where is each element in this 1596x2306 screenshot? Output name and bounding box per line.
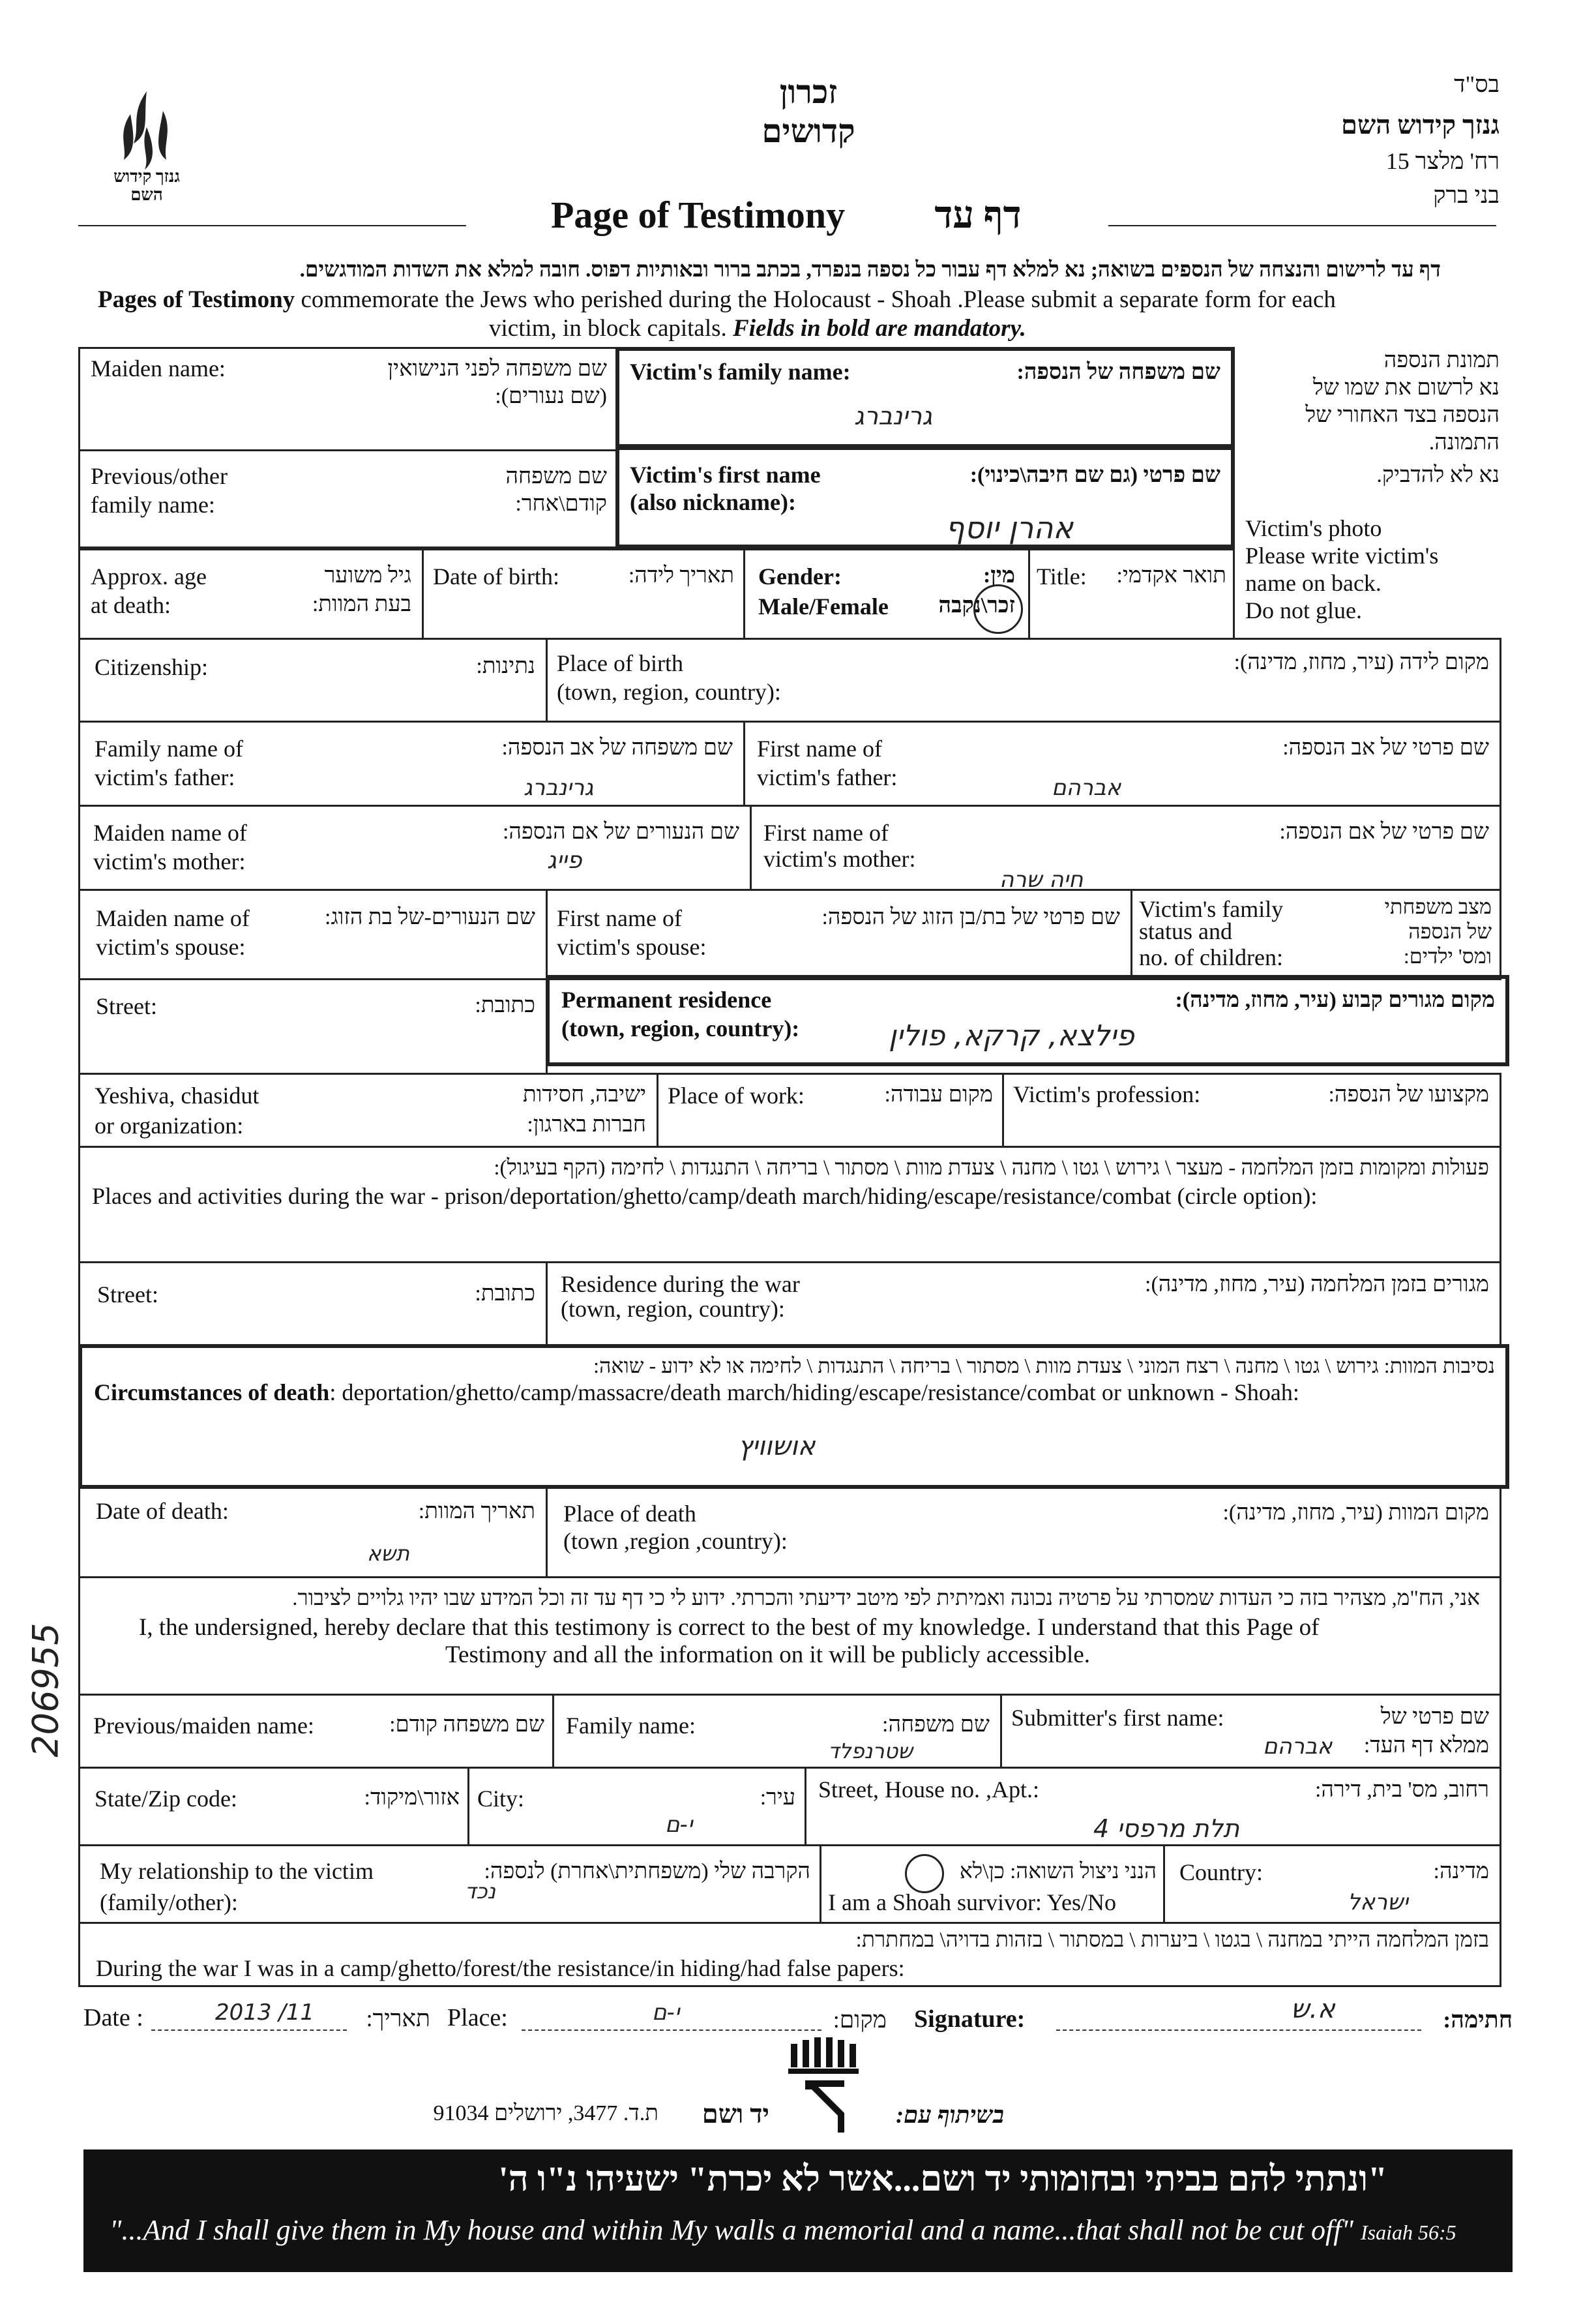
date-value[interactable]: 2013 /11 <box>215 1999 315 2026</box>
place-value[interactable]: י-ם <box>652 1999 680 2026</box>
father-first-cell[interactable]: First name of victim's father: שם פרטי של אב הנספה: אברהם <box>743 721 1501 807</box>
submitter-family-name-cell[interactable]: Family name: שם משפחה: שטרנפלד <box>552 1694 1002 1769</box>
circumstances-of-death-value: אושוויץ <box>738 1431 816 1461</box>
footer-address: ת.ד. 3477, ירושלים 91034 <box>433 2101 658 2125</box>
intro-english-bold: Pages of Testimony <box>98 286 295 313</box>
intro-hebrew: דף עד לרישום והנצחה של הנספים בשואה; נא למלא דף עבור כל נספה בנפרד, בכתב ברור ובאותיות דפוס. חובה למלא את השדות המודגשים. <box>299 258 1441 282</box>
org-name: גנזך קידוש השם <box>1341 110 1500 140</box>
father-family-cell[interactable]: Family name of victim's father: שם משפחה של אב הנספה: גרינברג <box>78 721 745 807</box>
quote-hebrew: "ונתתי להם בביתי ובחומותי יד ושם...אשר לא יכרת" ישעיהו נ"ו ה' <box>498 2159 1387 2198</box>
yad-vashem-name: יד ושם <box>702 2099 769 2129</box>
war-residence-cell[interactable]: Residence during the war (town, region, country): מגורים בזמן המלחמה (עיר, מחוז, מדינה): <box>546 1261 1501 1346</box>
citizenship-cell[interactable]: Citizenship: נתינות: <box>78 638 548 723</box>
signature-label-he: חתימה: <box>1443 2007 1513 2033</box>
father-first-value: אברהם <box>1052 775 1121 801</box>
submitter-street-value: תלת מרפסי 4 <box>1093 1814 1240 1843</box>
center-title-2: קדושים <box>761 113 855 149</box>
city-cell[interactable]: City: עיר: י-ם <box>467 1767 806 1846</box>
bsd-mark: בס"ד <box>1454 71 1500 97</box>
during-war-cell[interactable]: בזמן המלחמה הייתי במחנה \ בגטו \ ביערות \ במסתור \ בזהות בדויה\ במחתרת: During the war I was in a camp/ghetto/forest/the resistance/in hiding/had false papers: <box>78 1922 1501 1987</box>
org-street: רח' מלצר 15 <box>1385 148 1500 174</box>
partner-label: בשיתוף עם: <box>896 2102 1004 2128</box>
title-cell[interactable]: Title: תואר אקדמי: <box>1028 548 1235 640</box>
gender-male-circle <box>973 584 1023 634</box>
age-cell[interactable]: Approx. age at death: גיל משוער בעת המוות: <box>78 548 424 640</box>
submitter-first-name-cell[interactable]: Submitter's first name: שם פרטי של ממלא דף העד: אברהם <box>1000 1694 1501 1769</box>
family-name-value: גרינברג <box>854 402 932 430</box>
prev-name-cell[interactable]: Previous/other family name: שם משפחה קודם\אחר: <box>78 449 619 548</box>
place-of-birth-cell[interactable]: Place of birth (town, region, country): מקום לידה (עיר, מחוז, מדינה): <box>546 638 1501 723</box>
place-of-work-cell[interactable]: Place of work: מקום עבודה: <box>657 1073 1004 1148</box>
org-city: בני ברק <box>1433 182 1500 208</box>
family-status-cell[interactable]: Victim's family status and no. of children: מצב משפחתי של הנספה ומס' ילדים: <box>1130 889 1501 980</box>
declaration-cell: אני, הח"מ, מצהיר בזה כי העדות שמסרתי על פרטיה נכונה ואמיתית לפי מיטב ידיעתי והכרתי. ידוע לי כי דף עד זה וכל המידע שבו יהיו גלויים לציבור. I, the undersigned, hereby declare that this testimony is correct to the best of my knowledge. I understand that this Page of Testimony and all the information on it will be publicly accessible. <box>78 1576 1501 1696</box>
profession-cell[interactable]: Victim's profession: מקצועו של הנספה: <box>1002 1073 1501 1148</box>
first-name-cell[interactable]: Victim's first name (also nickname): שם פרטי (גם שם חיבה\כינוי): אהרן יוסף <box>615 446 1235 548</box>
side-reference-number: 206955 <box>25 1623 66 1758</box>
date-label: Date : <box>83 2004 143 2031</box>
victim-photo-area[interactable]: תמונת הנספה נא לרשום את שמו של הנספה בצד האחורי של התמונה. נא לא להדביק. Victim's photo Please write victim's name on back. Do not glue. <box>1245 348 1500 623</box>
country-cell[interactable]: Country: מדינה: ישראל <box>1163 1844 1501 1924</box>
country-value: ישראל <box>1348 1889 1408 1915</box>
mother-first-value: חיה שרה <box>999 867 1084 893</box>
page-title-he: דף עד <box>934 194 1022 236</box>
mother-first-cell[interactable]: First name of victim's mother: שם פרטי של אם הנספה: חיה שרה <box>750 805 1501 891</box>
father-family-value: גרינברג <box>524 775 594 801</box>
intro-english-1 <box>98 286 1500 314</box>
permanent-residence-cell[interactable]: Permanent residence (town, region, country): מקום מגורים קבוע (עיר, מחוז, מדינה): פילצא, קרקא, פולין <box>546 975 1509 1066</box>
intro-english-text: commemorate the Jews who perished during the Holocaust - Shoah .Please submit a separate form for each <box>301 286 1336 313</box>
family-name-cell[interactable]: Victim's family name: שם משפחה של הנספה: גרינברג <box>615 347 1235 448</box>
place-of-death-cell[interactable]: Place of death (town ,region ,country): מקום המוות (עיר, מחוז, מדינה): <box>546 1487 1501 1578</box>
logo-icon <box>104 88 189 205</box>
war-street-cell[interactable]: Street: כתובת: <box>78 1261 548 1346</box>
survivor-no-circle <box>905 1854 944 1893</box>
circumstances-of-death-cell[interactable]: נסיבות המוות: גירוש \ גטו \ מחנה \ רצח המוני \ צעדת מוות \ מסתור \ בריחה \ התנגדות \ לחימה או לא ידוע - שואה: Circumstances of death: deportation/ghetto/camp/massacre/death march/hiding/escape/resistance/combat or unknown - Shoah: אושוויץ <box>78 1344 1509 1489</box>
intro-english-2: victim, in block capitals. Fields in bold are mandatory. <box>489 315 1026 342</box>
zip-code-cell[interactable]: State/Zip code: אזור\מיקוד: <box>78 1767 469 1846</box>
submitter-first-value: אברהם <box>1263 1733 1333 1759</box>
submitter-prev-name-cell[interactable]: Previous/maiden name: שם משפחה קודם: <box>78 1694 554 1769</box>
signature-value[interactable]: א.ש <box>1291 1994 1335 2024</box>
quote-reference: Isaiah 56:5 <box>1360 2221 1456 2244</box>
gender-cell[interactable]: Gender: Male/Female מין: זכר\נקבה <box>743 548 1030 640</box>
first-name-value: אהרן יוסף <box>945 510 1074 545</box>
center-title-1: זכרון <box>779 74 838 110</box>
survivor-cell[interactable]: הנני ניצול השואה: כן\לא I am a Shoah survivor: Yes/No <box>820 1844 1165 1924</box>
yeshiva-cell[interactable]: Yeshiva, chasidut or organization: ישיבה, חסידות חברות בארגון: <box>78 1073 658 1148</box>
relationship-cell[interactable]: My relationship to the victim (family/other): הקרבה שלי (משפחתית\אחרת) לנספה: נכד <box>78 1844 821 1924</box>
spouse-maiden-cell[interactable]: Maiden name of victim's spouse: שם הנעורים-של בת הזוג: <box>78 889 548 980</box>
relationship-value: נכד <box>465 1879 496 1904</box>
mother-maiden-cell[interactable]: Maiden name of victim's mother: שם הנעורים של אם הנספה: פייג <box>78 805 752 891</box>
city-value: י-ם <box>665 1812 693 1838</box>
quote-english: "...And I shall give them in My house and within My walls a memorial and a name...that shall not be cut off" <box>110 2214 1353 2246</box>
place-label: Place: <box>447 2004 508 2031</box>
date-of-death-cell[interactable]: Date of death: תאריך המוות: תשא <box>78 1487 548 1578</box>
logo-text: גנזך קידוש השם <box>113 167 180 204</box>
signature-label: Signature: <box>914 2005 1026 2033</box>
page-title-en: Page of Testimony <box>551 194 846 236</box>
footer-banner <box>83 2149 1513 2272</box>
date-of-death-value: תשא <box>367 1541 410 1566</box>
place-label-he: מקום: <box>833 2007 887 2033</box>
street-cell[interactable]: Street: כתובת: <box>78 978 548 1075</box>
mother-maiden-value: פייג <box>547 847 582 874</box>
maiden-name-cell[interactable]: Maiden name: שם משפחה לפני הנישואין (שם נעורים): <box>78 347 619 451</box>
quote-english-line <box>110 2213 1511 2247</box>
war-activities-cell[interactable]: פעולות ומקומות בזמן המלחמה - מעצר \ גירוש \ גטו \ מחנה \ צעדת מוות \ מסתור \ בריחה \ התנגדות \ לחימה (הקף בעיגול): Places and activities during the war - prison/deportation/ghetto/camp/death march/hiding/escape/resistance/combat (circle option): <box>78 1146 1501 1263</box>
date-label-he: תאריך: <box>366 2005 430 2031</box>
submitter-family-value: שטרנפלד <box>828 1739 913 1763</box>
yad-vashem-logo-icon <box>779 2035 870 2139</box>
spouse-first-cell[interactable]: First name of victim's spouse: שם פרטי של בת/בן הזוג של הנספה: <box>546 889 1132 980</box>
mandatory-note: Fields in bold are mandatory. <box>733 315 1026 342</box>
dob-cell[interactable]: Date of birth: תאריך לידה: <box>422 548 745 640</box>
submitter-street-cell[interactable]: Street, House no. ,Apt.: רחוב, מס' בית, דירה: תלת מרפסי 4 <box>805 1767 1501 1846</box>
permanent-residence-value: פילצא, קרקא, פולין <box>889 1019 1134 1053</box>
